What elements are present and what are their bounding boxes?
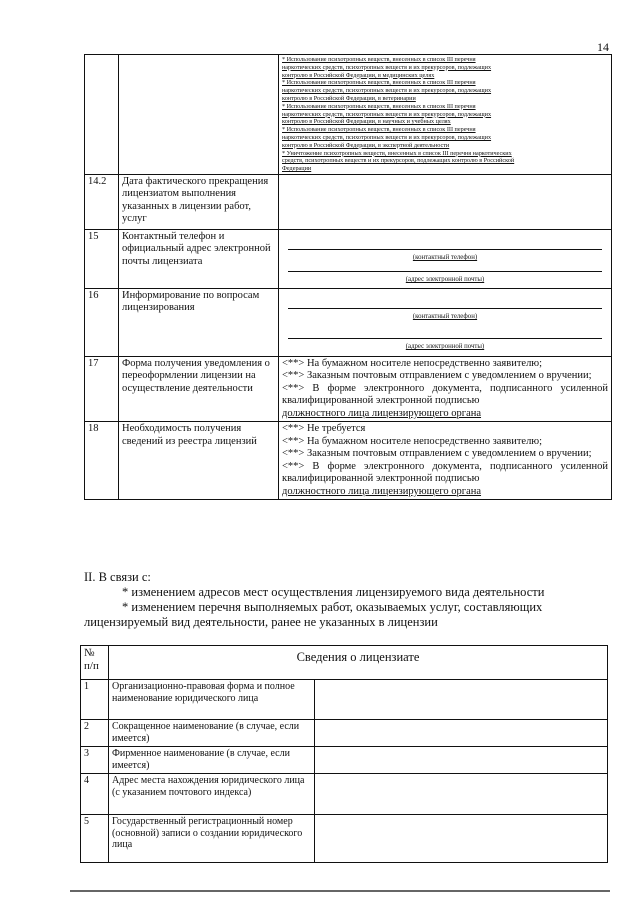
row-number: 2 [81,720,109,747]
contact-field[interactable] [279,229,612,288]
value-field[interactable] [315,680,608,720]
col-header-info: Сведения о лицензиате [109,646,608,680]
email-line[interactable] [288,270,602,272]
row-label: Информирование по вопросам лицензирования [119,288,279,356]
row-label: Необходимость получения сведений из реестра лицензий [119,422,279,500]
row-number: 1 [81,680,109,720]
row-number: 17 [85,356,119,422]
cell-label-empty [119,55,279,175]
option-mail[interactable]: <**> Заказным почтовым отправлением с уведомлением о вручении; [282,448,592,460]
row-label: Форма получения уведомления о переоформлении лицензии на осуществление деятельности [119,356,279,422]
cell-num-empty [85,55,119,175]
section-heading: II. В связи с: [84,570,151,584]
section-2 [84,570,624,630]
value-field[interactable] [315,815,608,863]
table-row [81,815,608,863]
reason-works-change[interactable]: * изменением перечня выполняемых работ, оказываемых услуг, составляющих [122,600,543,614]
email-caption: (адрес электронной почты) [405,276,485,284]
phone-line[interactable] [288,307,602,309]
application-table [84,54,612,500]
table-row [81,680,608,720]
list-line: * Использование психотропных веществ, внесенных в список III перечня [282,126,476,134]
option-paper[interactable]: <**> На бумажном носителе непосредственно заявителю; [282,435,543,447]
list-line: * Использование психотропных веществ, внесенных в список III перечня [282,79,476,87]
info-field[interactable] [279,288,612,356]
row-label: Сокращенное наименование (в случае, если имеется) [109,720,315,747]
option-paper[interactable]: <**> На бумажном носителе непосредственно заявителю; [282,357,543,369]
row-number: 15 [85,229,119,288]
list-line: * Использование психотропных веществ, внесенных в список III перечня [282,56,476,63]
date-field[interactable] [279,174,612,229]
row-number: 18 [85,422,119,500]
row-label: Фирменное наименование (в случае, если имеется) [109,747,315,774]
table-row-14-2 [85,174,612,229]
notification-options [279,356,612,422]
option-not-required[interactable]: <**> Не требуется [282,423,366,435]
list-line: наркотических средств, психотропных веществ и их прекурсоров, подлежащих [282,133,492,141]
option-mail[interactable]: <**> Заказным почтовым отправлением с уведомлением о вручении; [282,370,592,382]
phone-caption: (контактный телефон) [412,253,478,261]
email-caption: (адрес электронной почты) [405,343,485,351]
phone-line[interactable] [288,248,602,250]
row-number: 14.2 [85,174,119,229]
licensee-info-table [80,645,608,863]
table-row-17 [85,356,612,422]
table-row [81,720,608,747]
list-line: контролю в Российской Федерации, в научных и учебных целях [282,118,451,126]
value-field[interactable] [315,774,608,815]
option-electronic[interactable]: <**> В форме электронного документа, подписанного усиленной квалифицированной электронной подписью [282,460,608,485]
reason-works-change-cont: лицензируемый вид деятельности, ранее не указанных в лицензии [84,615,438,629]
row-label: Организационно-правовая форма и полное наименование юридического лица [109,680,315,720]
table-row-continuation [85,55,612,175]
col-header-num: № п/п [81,646,109,680]
row-label: Дата фактического прекращения лицензиатом выполнения указанных в лицензии работ, услуг [119,174,279,229]
value-field[interactable] [315,720,608,747]
table-header-row [81,646,608,680]
value-field[interactable] [315,747,608,774]
table-row-15 [85,229,612,288]
table-row-18 [85,422,612,500]
list-line: Федерации [282,165,312,173]
list-line: наркотических средств, психотропных веществ и их прекурсоров, подлежащих [282,63,492,71]
list-line: * Уничтожение психотропных веществ, внесенных в список III перечня наркотических [282,149,512,157]
activity-list [279,55,612,175]
row-number: 3 [81,747,109,774]
table-row [81,747,608,774]
list-line: наркотических средств, психотропных веществ и их прекурсоров, подлежащих [282,110,492,118]
row-number: 5 [81,815,109,863]
list-line: средств, психотропных веществ и их прекурсоров, подлежащих контролю в Российской [282,157,515,165]
list-line: контролю в Российской Федерации, в ветеринарии [282,94,416,102]
option-electronic-cont: должностного лица лицензирующего органа [282,485,482,497]
email-line[interactable] [288,337,602,339]
page-number: 14 [597,40,609,54]
scan-edge-line [70,890,610,892]
row-label: Адрес места нахождения юридического лица (с указанием почтового индекса) [109,774,315,815]
table-row [81,774,608,815]
row-number: 16 [85,288,119,356]
option-electronic-cont: должностного лица лицензирующего органа [282,407,482,419]
list-line: наркотических средств, психотропных веществ и их прекурсоров, подлежащих [282,87,492,95]
list-line: контролю в Российской Федерации, в медицинских целях [282,71,435,79]
row-label: Государственный регистрационный номер (основной) записи о создании юридического лица [109,815,315,863]
list-line: контролю в Российской Федерации, в экспертной деятельности [282,141,450,149]
list-line: * Использование психотропных веществ, внесенных в список III перечня [282,102,476,110]
table-row-16 [85,288,612,356]
option-electronic[interactable]: <**> В форме электронного документа, подписанного усиленной квалифицированной электронной подписью [282,382,608,407]
phone-caption: (контактный телефон) [412,312,478,320]
reason-address-change[interactable]: * изменением адресов мест осуществления лицензируемого вида деятельности [122,585,545,599]
registry-options [279,422,612,500]
row-label: Контактный телефон и официальный адрес электронной почты лицензиата [119,229,279,288]
row-number: 4 [81,774,109,815]
